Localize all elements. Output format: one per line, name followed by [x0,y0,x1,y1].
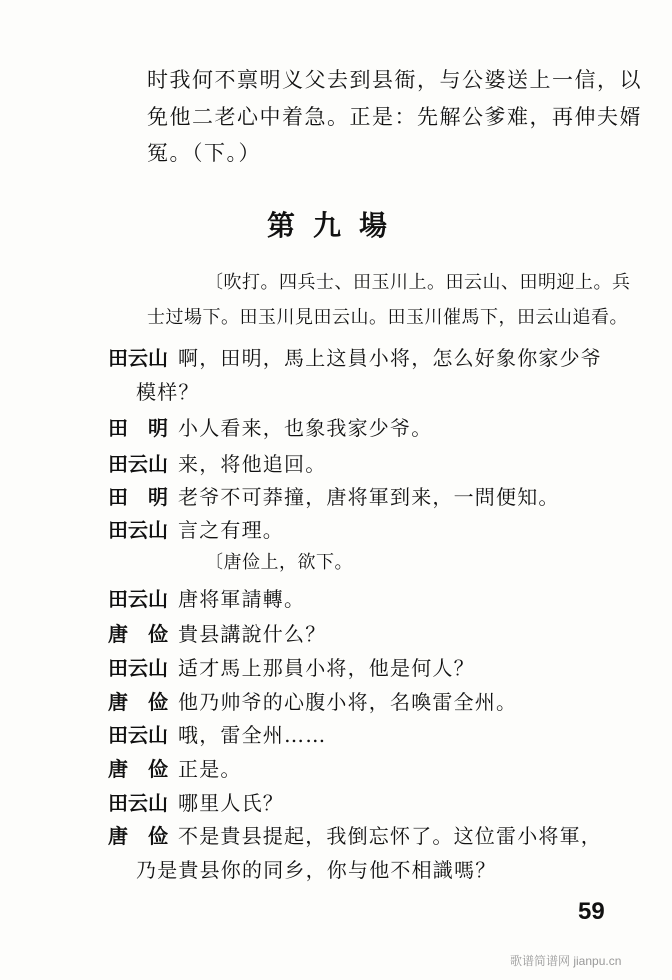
speaker: 田云山 [108,346,168,370]
dialogue-line [108,583,305,612]
intro-line-2: 免他二老心中着急。正是：先解公爹难，再伸夫婿 [147,105,642,129]
speaker: 田 明 [108,485,168,509]
speaker: 田 明 [108,416,168,440]
dialogue-line [108,342,602,371]
speech: 老爷不可莽撞，唐将軍到来，一問便知。 [178,485,560,509]
speech-continuation: 模样？ [136,380,200,404]
speaker: 田云山 [108,656,168,680]
speech: 啊，田明，馬上这員小将，怎么好象你家少爷 [178,346,602,370]
page-number: 59 [578,898,605,925]
speech: 貴县講說什么？ [178,622,327,646]
speaker: 唐 俭 [108,622,168,646]
speaker: 田云山 [108,518,168,542]
speech: 来，将他追回。 [178,452,327,476]
dialogue-line [108,618,326,647]
speech: 适才馬上那員小将，他是何人？ [178,656,475,680]
speaker: 唐 俭 [108,757,168,781]
intro-line-3: 冤。（下。） [147,141,261,165]
dialogue-line [108,719,326,748]
speaker: 田云山 [108,587,168,611]
dialogue-line [108,686,517,715]
dialogue-line [108,787,284,816]
dialogue-line [108,753,242,782]
speaker: 田云山 [108,723,168,747]
dialogue-line [108,412,432,441]
speaker: 田云山 [108,452,168,476]
dialogue-line [108,514,284,543]
speech: 哦，雷全州…… [178,723,327,747]
dialogue-line [108,448,326,477]
speech: 言之有理。 [178,518,284,542]
scene-title: 第九場 [266,209,405,242]
speech: 哪里人氏？ [178,791,284,815]
speech: 不是貴县提起，我倒忘怀了。这位雷小将軍， [178,824,602,848]
dialogue-line [108,820,602,849]
speech: 唐将軍請轉。 [178,587,306,611]
stage-direction-line-1: 〔吹打。四兵士、田玉川上。田云山、田明迎上。兵 [205,272,631,293]
dialogue-line [108,481,560,510]
speech-continuation: 乃是貴县你的同乡，你与他不相識嗎？ [136,858,497,882]
speech: 正是。 [178,757,242,781]
speaker: 唐 俭 [108,824,168,848]
speaker: 唐 俭 [108,690,168,714]
stage-direction-2: 〔唐俭上，欲下。 [205,552,353,573]
watermark: 歌谱简谱网 jianpu.cn [510,954,622,968]
speech: 他乃帅爷的心腹小将，名喚雷全州。 [178,690,518,714]
speech: 小人看来，也象我家少爷。 [178,416,433,440]
speaker: 田云山 [108,791,168,815]
intro-line-1: 时我何不禀明义父去到县衙，与公婆送上一信，以 [147,68,642,92]
stage-direction-line-2: 士过場下。田玉川見田云山。田玉川催馬下，田云山追看。 [147,307,628,328]
dialogue-line [108,652,475,681]
